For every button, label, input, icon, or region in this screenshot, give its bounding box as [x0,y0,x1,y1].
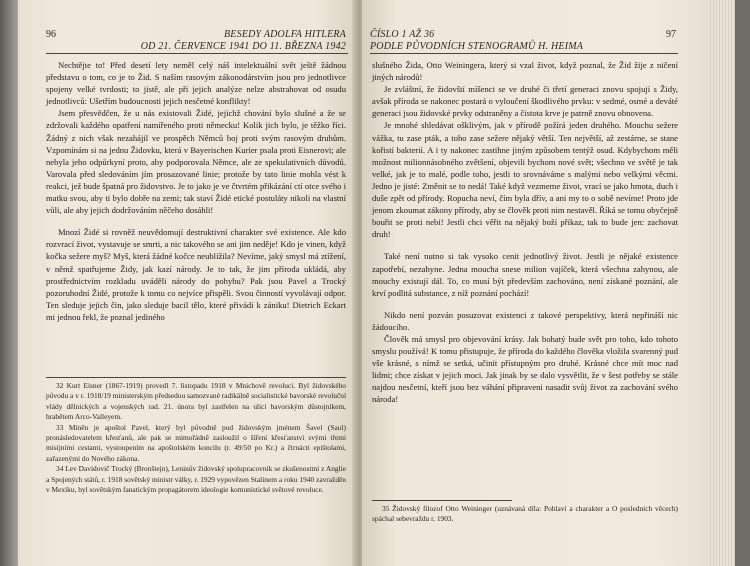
left-header-rule [46,53,348,54]
left-footnotes [46,381,346,495]
left-paragraph: Jsem přesvědčen, že u nás existovali Židé, jejichž chování bylo slušné a že se zdržovali každého opatření namířeného proti německu! Kolik jich bylo, je těžko říci. Žádný z nich však nezahájil ve prospěch Němců boj proti svým rasovým druhům. Vzpomínám si na jednu Židovku, která v Bayerischen Kurier psala proti Eisnerovi; ale nebyla jeho odpůrkyní proto, aby podporovala Němce, ale ze spekulativních důvodů. Varovala před sledováním jím prosazované linie; protože by tato linie mohla vést k reakci, jež bude špatná pro židovstvo. Je to jako je ve čtvrtém přikázání ctí otce svého i matku svou, aby ti bylo dobře na zemi; tak staví Židé etické postuláty nikoli na vlastní vůli, ale aby jejich dodržováním něčeho dosáhli! [46,108,346,216]
right-page [362,0,708,566]
right-footnotes [372,504,678,525]
right-paragraph: Je mnohé shledávat ošklivým, jak v přírodě požírá jeden druhého. Mouchu sežere vážka, tu zase pták, a toho zase sežere nějaký větší. Ten největší, až zestárne, se stane kořistí bakterií. A i ty nakonec zastihne jiným způsobem tentýž osud. Kdybychom měli možnost milionnásobného zvětšení, objevili bychom nové svět; všechno ve světě je tak velké, jak je to malé, podle toho, jestli to srovnáváme s malými nebo velkými věcmi. Jedno je jisté: Změnit se to nedá! Také když vezmeme život, vrací se jako hmota, duch i duše zpět od přírody. Ropucha neví, čím byla dřív, a ani my to o sobě nevíme! Proto jde jenom zkoumat zákony přírody, aby se člověk proti nim nestavěl. Říká se tomu obyčejně bouřit se proti nebi! Jestli chci věřit na nějaký boží příkaz, tak to bude jen: zachovat druh! [372,120,678,240]
left-paragraph: Nechtějte to! Před desetí lety neměl celý náš intelektuální svět ještě žádnou představu o tom, co je to Žid. S naším rasovým zákonodárstvím jsou pro jednotlivce spojeny velké tvrdosti; to jistě, ale při jejich analýze nelze abstrahovat od osudu jednotlivců: Ušetřím budoucnosti jejich nesčetné konflikty! [46,60,346,107]
right-running-header-1: ČÍSLO 1 AŽ 36 [370,29,435,40]
left-paragraph: Mnozí Židé si rovněž neuvědomují destruktivní charakter své existence. Ale kdo rozvrací život, vystavuje se smrti, a nic takového se ani jim neděje! Kdo je vinen, když kočka sežere myš? Myš, která žádné kočce neublížila? Nevíme, jaký smysl má ztížení, v němž spatřujeme Židy, jak kazí národy. Je to tak, že jim příroda ukládá, aby prostřednictvím rozkladu uváděli národy do pohybu? Pak jsou Pavel a Trocký pozoruhodní Židé, protože k tomu co nejvíce přispěli. Svou činností vyvolávají odpor. Ten sleduje jejich čin, jako sleduje bacil tělo, které přivádí k zániku! Dietrich Eckart mi jednou řekl, že poznal jediného [46,227,346,322]
right-paragraph: Nikdo není pozván posuzovat existenci z takové perspektivy, která nepřináší nic žádoucího. [372,309,678,332]
left-footnote-rule [46,377,346,378]
background-right [735,0,750,566]
right-paragraph: Člověk má smysl pro objevování krásy. Jak bohatý bude svět pro toho, kdo tohoto smyslu používá! K tomu přistupuje, že příroda do každého člověka vložila svarenný pud vše krásné, s nímž se setká, učinit přístupným pro druhé. Krásné chce mít moc nad lidmi; chce získat v jejich moci. Jak jinak by se dalo vysvětlit, že v šest potřeby se stále najdou nesčetní, kteří jsou bez váhání připraveni nasadit svůj život za zachování svého národa! [372,333,678,405]
left-body-text [46,59,346,323]
right-paragraph: Je zvláštní, že židovští míšenci se ve druhé či třetí generaci znovu spojují s Židy, avšak příroda se nakonec postará o vyloučení škodlivého prvku: v sedmé, osmé a deváté generaci jsou židovské prvky odstraněny a čistota krve je patrně znovu obnovena. [372,84,678,119]
left-page [18,0,358,566]
right-page-number: 97 [666,29,676,40]
right-paragraph: slušného Žida, Otto Weiningera, který si vzal život, když poznal, že Žid žije z ničení jiných národů! [372,60,678,83]
left-page-number: 96 [46,29,56,40]
left-running-header-1: BESEDY ADOLFA HITLERA [224,29,346,40]
background-left [0,0,18,566]
right-paragraph: Také není nutno si tak vysoko cenit jednotlivý život. Jestli je nějaké existence zapotřebí, nezahyne. Jedna moucha snese milion vajíček, která všechna zahynou, ale mouchy existují dál. To, co musí být především zachováno, není získané poznání, ale krví podlitá substance, z níž poznání pochází! [372,251,678,298]
right-running-header-2: PODLE PŮVODNÍCH STENOGRAMŮ H. HEIMA [370,41,584,52]
right-body-text [372,59,678,406]
left-running-header-2: OD 21. ČERVENCE 1941 DO 11. BŘEZNA 1942 [140,41,346,52]
footnote: 35 Židovský filozof Otto Weininger (uznávaná díla: Pohlaví a charakter a O posledních věcech) spáchal sebevraždu r. 1903. [372,504,678,524]
footnote: 34 Lev Davidovič Trocký (Bronštejn), Leninův židovský spolupracovník se zkušenostmi z Anglie a Spojených států, r. 1918 sovětský ministr války, r. 1929 vypovězen Stalinem a roku 1940 zavražděn v Mexiku, byl sovětským fanatickým propagátorem ideologie komunistické světové revoluce. [46,464,346,495]
footnote: 32 Kurt Eisner (1867-1919) provedl 7. listopadu 1918 v Mnichově revoluci. Byl židovského původu a v r. 1918/19 ministerským předsedou samozvané radikálně socialistické bavorské revoluční vlády dělnických a vojenských rad. 21. února byl zastřelen na ulici bavorským důstojníkem, hrabětem Arco-Valleyem. [46,381,346,422]
footnote: 33 Míněn je apoštol Pavel, který byl původně pod židovským jménem Šavel (Saul) pronásledovatelem křesťanů, ale pak se mimořádně zasloužil o šíření křesťanství svými třemi misijními cestami, vystoupením na apoštolském koncilu (r. 49/50 po Kr.) a čtrnácti epištolami, zařazenými do Nového zákona. [46,422,346,463]
right-header-rule [370,53,678,54]
right-footnote-rule [372,500,512,501]
